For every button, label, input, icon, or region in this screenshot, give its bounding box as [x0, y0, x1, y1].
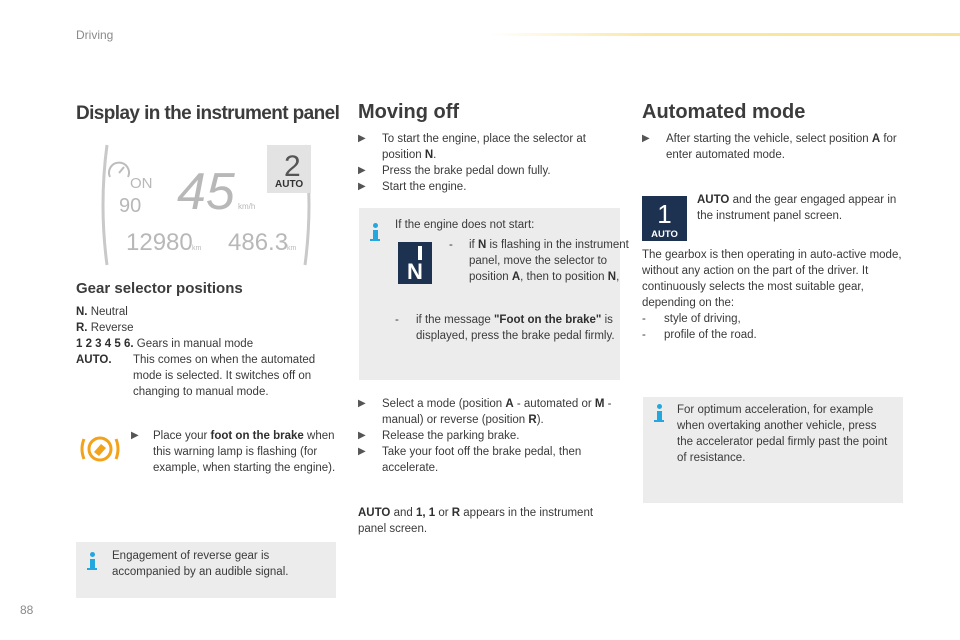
gear-digit-text: 2	[284, 150, 301, 183]
info-icon	[369, 223, 381, 241]
header-accent-bar	[490, 33, 960, 36]
step-item: ▶ Press the brake pedal down fully.	[358, 165, 551, 177]
acceleration-info-box	[643, 397, 903, 503]
gear-positions-list	[76, 304, 336, 400]
step-item: ▶ To start the engine, place the selector at position N.	[358, 133, 586, 161]
svg-text:1: 1	[657, 199, 672, 229]
gear-position-item: 1 2 3 4 5 6. Gears in manual mode	[76, 338, 254, 350]
step-item: ▶ Take your foot off the brake pedal, then accelerate.	[358, 446, 582, 474]
engine-start-item: - if N is flashing in the instrument panel, move the selector to position A, then to position N,	[449, 239, 629, 283]
bullet-icon: ▶	[358, 430, 366, 441]
automated-mode-title: Automated mode	[642, 101, 806, 123]
bullet-icon: ▶	[642, 133, 650, 144]
bullet-icon: ▶	[131, 430, 139, 441]
gear-position-item: R. Reverse	[76, 322, 134, 334]
engine-start-info-box	[359, 208, 629, 380]
odometer-text: 12980	[126, 229, 193, 256]
trip-text: 486.3	[228, 229, 289, 256]
cruise-speed-text: 90	[119, 195, 142, 217]
foot-on-brake-warning-icon	[79, 432, 121, 466]
step-item: ▶ Select a mode (position A - automated or M - manual) or reverse (position R).	[358, 398, 612, 426]
list-item: - style of driving,	[642, 313, 741, 325]
gearbox-paragraph: The gearbox is then operating in auto-active mode, without any action on the part of the driver. It continuously selects the most suitable gear, depending on the: - style of driving, - profile of the road.	[642, 247, 904, 343]
bullet-icon: ▶	[358, 398, 366, 409]
engine-start-intro: If the engine does not start:	[395, 219, 535, 231]
cruise-on-text: ON	[130, 175, 153, 192]
moving-off-footer: AUTO and 1, 1 or R appears in the instrument panel screen.	[358, 507, 594, 535]
gear-selector-title: Gear selector positions	[76, 280, 243, 297]
foot-on-brake-note: ▶ Place your foot on the brake when this warning lamp is flashing (for example, when starting the engine).	[131, 430, 336, 474]
instrument-panel-illustration	[99, 143, 313, 267]
info-icon	[653, 404, 665, 422]
gear-position-item: N. Neutral	[76, 306, 128, 318]
bullet-icon: ▶	[358, 181, 366, 192]
bullet-icon: ▶	[358, 133, 366, 144]
step-item: ▶ Start the engine.	[358, 181, 467, 193]
auto-gear-icon	[642, 196, 687, 241]
svg-text:N: N	[407, 259, 423, 284]
bullet-icon: ▶	[358, 165, 366, 176]
acceleration-info-text: For optimum acceleration, for example when overtaking another vehicle, press the accelerator pedal firmly past the point of resistance.	[677, 404, 888, 464]
speed-text: 45	[177, 163, 235, 221]
speed-unit-text: km/h	[238, 202, 256, 211]
neutral-gear-icon	[398, 242, 432, 284]
odometer-unit-text: km	[192, 245, 202, 252]
section-label: Driving	[76, 28, 114, 42]
page-number: 88	[20, 603, 34, 617]
moving-off-title: Moving off	[358, 101, 460, 123]
moving-off-steps-2	[358, 396, 614, 476]
gear-mode-text: AUTO	[275, 179, 304, 190]
list-item: - profile of the road.	[642, 329, 757, 341]
step-item: ▶ Release the parking brake.	[358, 430, 520, 442]
gear-position-item: AUTO. This comes on when the automated mode is selected. It switches off on changing to manual mode.	[76, 354, 316, 398]
reverse-info-text: Engagement of reverse gear is accompanied by an audible signal.	[112, 550, 289, 578]
display-title: Display in the instrument panel	[76, 103, 340, 124]
svg-text:AUTO: AUTO	[651, 229, 678, 240]
engine-start-item: - if the message "Foot on the brake" is displayed, press the brake pedal firmly.	[395, 314, 615, 342]
automated-step: ▶ After starting the vehicle, select position A for enter automated mode.	[642, 133, 897, 161]
moving-off-steps	[358, 131, 614, 195]
trip-unit-text: km	[287, 245, 297, 252]
auto-gear-text: AUTO and the gear engaged appear in the instrument panel screen.	[697, 194, 897, 222]
bullet-icon: ▶	[358, 446, 366, 457]
info-icon	[86, 552, 98, 570]
reverse-info-box	[76, 542, 336, 598]
